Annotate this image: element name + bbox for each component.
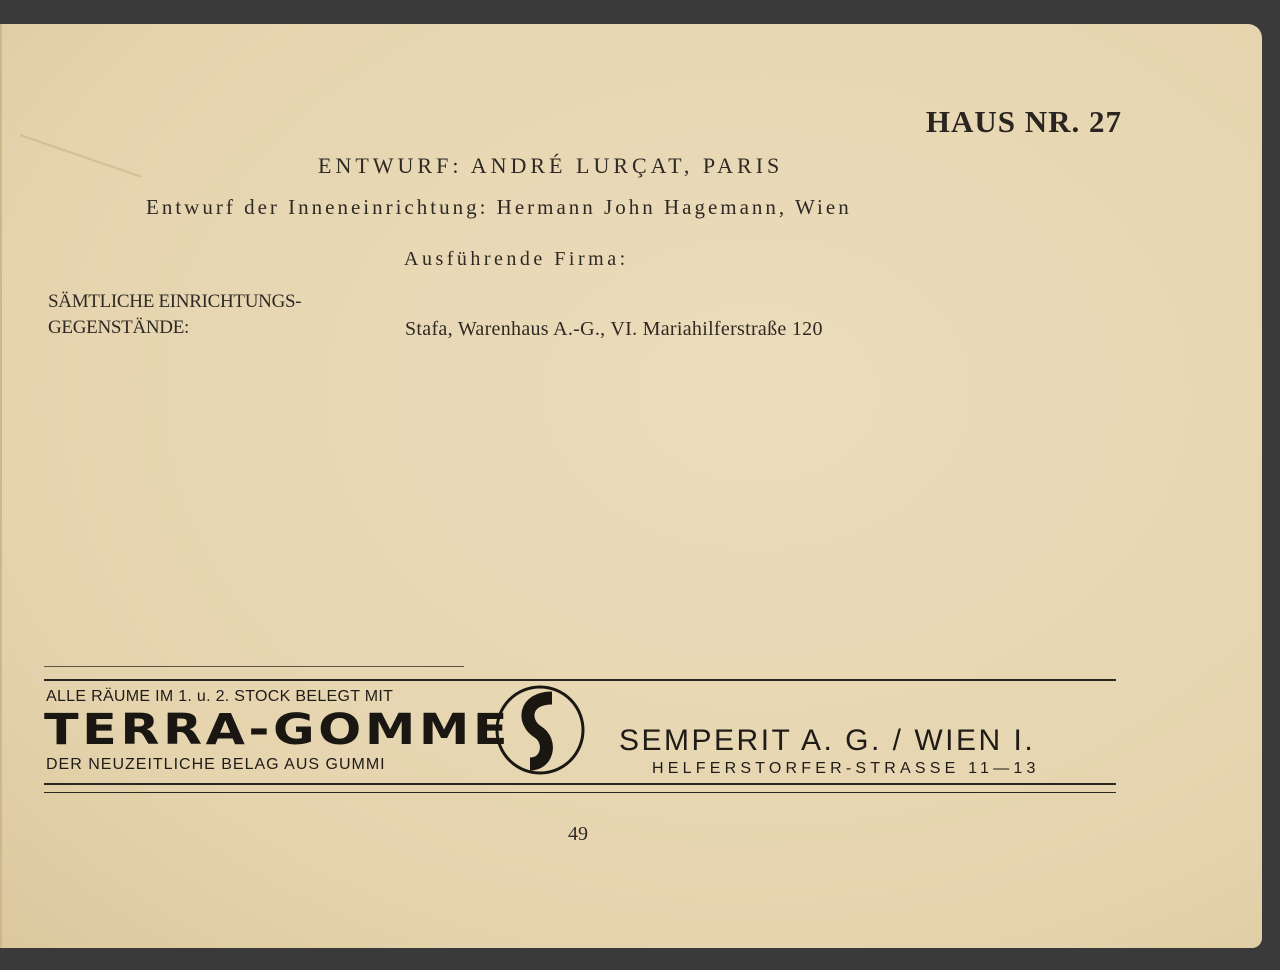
ad-rule-top-thin <box>44 666 464 667</box>
furnishings-label <box>48 289 301 341</box>
architect-credit: ENTWURF: ANDRÉ LURÇAT, PARIS <box>318 153 784 178</box>
ad-brand-name: TERRA-GOMME <box>44 705 512 755</box>
advertisement-box <box>44 679 1116 794</box>
ad-tagline-top: ALLE RÄUME IM 1. u. 2. STOCK BELEGT MIT <box>46 688 394 705</box>
ad-rule-top <box>44 679 1116 681</box>
ad-tagline-bottom: DER NEUZEITLICHE BELAG AUS GUMMI <box>46 756 386 773</box>
page-number: 49 <box>568 823 588 845</box>
furnishings-label-line2: GEGENSTÄNDE: <box>48 317 189 338</box>
executing-firm-value: Stafa, Warenhaus A.-G., VI. Mariahilferstraße 120 <box>405 318 823 340</box>
ad-company-name: SEMPERIT A. G. / WIEN I. <box>619 724 1036 757</box>
ad-rule-bottom-thin <box>44 792 1116 793</box>
furnishings-label-line1: SÄMTLICHE EINRICHTUNGS- <box>48 291 302 312</box>
ad-rule-bottom <box>44 783 1116 785</box>
house-number-heading: HAUS NR. 27 <box>925 104 1122 139</box>
semperit-s-logo-icon <box>494 684 586 776</box>
ad-company-address: HELFERSTORFER-STRASSE 11—13 <box>652 760 1040 777</box>
executing-firm-label: Ausführende Firma: <box>404 248 629 270</box>
interior-design-credit: Entwurf der Inneneinrichtung: Hermann John Hagemann, Wien <box>146 195 852 219</box>
